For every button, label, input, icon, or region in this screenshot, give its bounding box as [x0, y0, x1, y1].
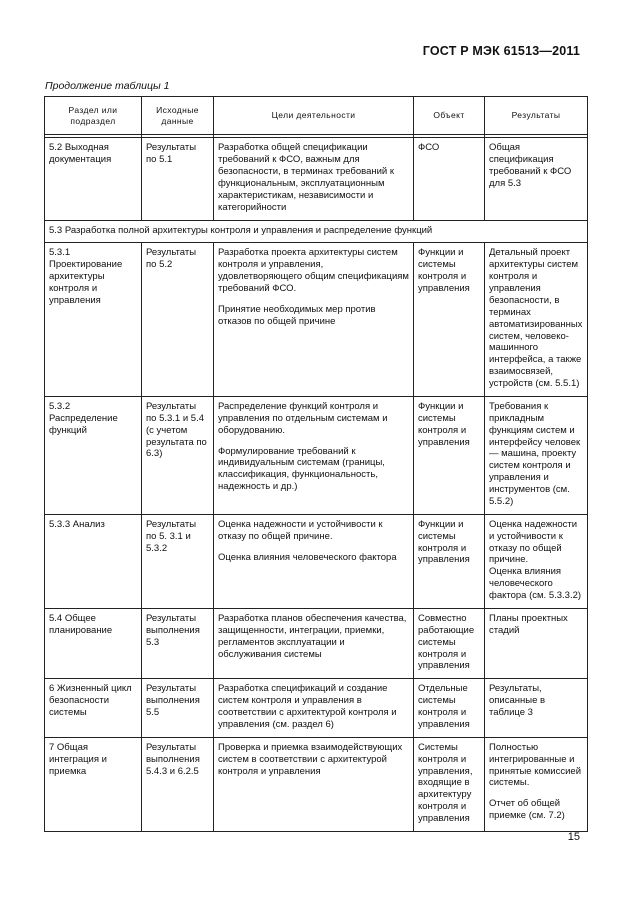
- goal-paragraph: Оценка надежности и устойчивости к отказу по общей причине.: [218, 518, 383, 542]
- table-row: [45, 514, 588, 608]
- cell-section: 5.3.1 Проектирование архитектуры контроля и управления: [45, 243, 142, 397]
- cell-input: Результаты выполнения 5.3: [142, 608, 214, 678]
- goal-paragraph: Разработка проекта архитектуры систем контроля и управления, удовлетворяющего общим спецификациям требований ФСО.: [218, 247, 409, 294]
- goal-paragraph: Разработка планов обеспечения качества, защищенности, интеграции, приемки, регламентов эксплуатации и обслуживания системы: [218, 612, 407, 660]
- col-header-results: Результаты: [485, 97, 588, 135]
- result-paragraph: Полностью интегрированные и принятые комиссией системы.: [489, 741, 582, 789]
- table-row: [45, 608, 588, 678]
- col-header-goals: Цели деятельности: [214, 97, 414, 135]
- cell-results: [485, 514, 588, 608]
- activity-table: [44, 96, 588, 832]
- standard-header: ГОСТ Р МЭК 61513—2011: [422, 44, 580, 58]
- result-paragraph: Результаты, описанные в таблице 3: [489, 683, 546, 718]
- cell-goals: [214, 243, 414, 397]
- cell-object: Системы контроля и управления, входящие в архитектуру контроля и управления: [414, 737, 485, 831]
- goal-paragraph: Проверка и приемка взаимодействующих систем в соответствии с архитектурой контроля и управления: [218, 741, 403, 777]
- goal-paragraph: Разработка общей спецификации требований к ФСО, важным для безопасности, в терминах требований к функциональным, эксплуатационным характеристикам, независимости и категорийности: [218, 142, 395, 213]
- cell-results: [485, 138, 588, 220]
- table-caption: Продолжение таблицы 1: [45, 80, 170, 92]
- goal-paragraph: Принятие необходимых мер против отказов по общей причине: [218, 303, 376, 327]
- cell-section: 5.2 Выходная документация: [45, 138, 142, 220]
- cell-section: 5.3.3 Анализ: [45, 514, 142, 608]
- cell-span-heading: 5.3 Разработка полной архитектуры контроля и управления и распределение функций: [45, 220, 588, 243]
- result-paragraph: Оценка влияния человеческого фактора (см. 5.3.3.2): [489, 566, 582, 601]
- col-header-section: Раздел или подраздел: [45, 97, 142, 135]
- cell-goals: [214, 138, 414, 220]
- cell-results: [485, 608, 588, 678]
- cell-object: Функции и системы контроля и управления: [414, 514, 485, 608]
- col-header-input: Исходные данные: [142, 97, 214, 135]
- col-header-object: Объект: [414, 97, 485, 135]
- cell-input: Результаты выполнения 5.4.3 и 6.2.5: [142, 737, 214, 831]
- cell-goals: [214, 608, 414, 678]
- cell-input: Результаты по 5. 3.1 и 5.3.2: [142, 514, 214, 608]
- result-paragraph: Требования к прикладным функциям систем и интерфейсу человек — машина, проекту систем контроля и управления и инструментов (см. 5.5.2): [489, 400, 581, 507]
- cell-object: Совместно работающие системы контроля и управления: [414, 608, 485, 678]
- goal-paragraph: Оценка влияния человеческого фактора: [218, 551, 397, 563]
- table-row: [45, 679, 588, 738]
- goal-paragraph: Разработка спецификаций и создание систем контроля и управления в соответствии с архитектурой контроля и управления (см. раздел 6): [218, 683, 397, 730]
- table-header-row: [45, 97, 588, 135]
- table-row: [45, 138, 588, 220]
- cell-goals: [214, 396, 414, 514]
- result-paragraph: Общая спецификация требований к ФСО для 5.3: [489, 142, 572, 189]
- cell-input: Результаты по 5.3.1 и 5.4 (с учетом результата по 6.3): [142, 396, 214, 514]
- goal-paragraph: Формулирование требований к индивидуальным системам (границы, классификация, функциональность, надежность и др.): [218, 445, 385, 493]
- cell-results: [485, 396, 588, 514]
- cell-section: 5.4 Общее планирование: [45, 608, 142, 678]
- cell-object: Отдельные системы контроля и управления: [414, 679, 485, 738]
- cell-object: Функции и системы контроля и управления: [414, 243, 485, 397]
- cell-goals: [214, 514, 414, 608]
- result-paragraph: Отчет об общей приемке (см. 7.2): [489, 798, 565, 822]
- page-number: 15: [567, 831, 580, 843]
- cell-results: [485, 679, 588, 738]
- cell-goals: [214, 737, 414, 831]
- cell-results: [485, 243, 588, 397]
- cell-object: Функции и системы контроля и управления: [414, 396, 485, 514]
- cell-results: [485, 737, 588, 831]
- result-paragraph: Детальный проект архитектуры систем контроля и управления безопасности, в терминах автоматизированных систем, человеко-машинного интерфейса, а также взаимосвязей, устройств (см. 5.5.1): [489, 247, 583, 389]
- cell-input: Результаты выполнения 5.5: [142, 679, 214, 738]
- result-paragraph: Планы проектных стадий: [489, 612, 568, 636]
- table-row: [45, 243, 588, 397]
- cell-section: 5.3.2 Распределение функций: [45, 396, 142, 514]
- cell-section: 7 Общая интеграция и приемка: [45, 737, 142, 831]
- table-row: [45, 396, 588, 514]
- cell-section: 6 Жизненный цикл безопасности системы: [45, 679, 142, 738]
- result-paragraph: Оценка надежности и устойчивости к отказу по общей причине.: [489, 518, 578, 566]
- cell-object: ФСО: [414, 138, 485, 220]
- cell-input: Результаты по 5.2: [142, 243, 214, 397]
- section-span-row: [45, 220, 588, 243]
- goal-paragraph: Распределение функций контроля и управления по отдельным системам и оборудованию.: [218, 400, 388, 436]
- cell-input: Результаты по 5.1: [142, 138, 214, 220]
- table-row: [45, 737, 588, 831]
- cell-goals: [214, 679, 414, 738]
